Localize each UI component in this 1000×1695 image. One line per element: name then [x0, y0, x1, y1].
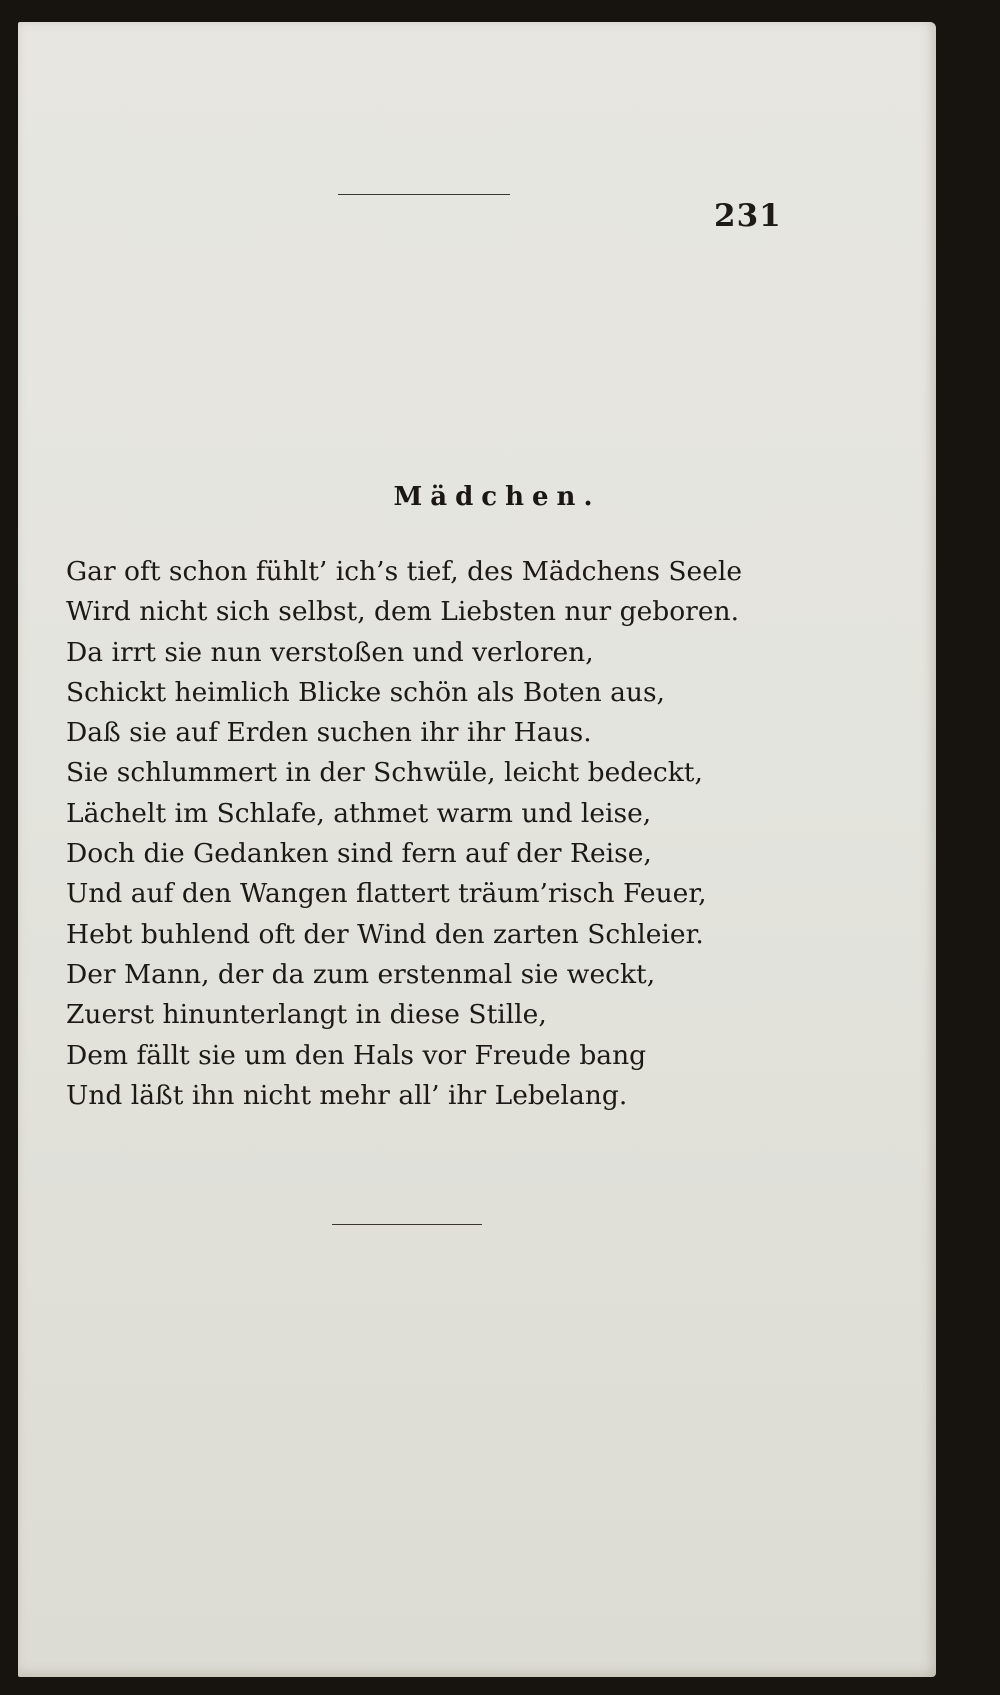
poem-line: Zuerst hinunterlangt in diese Stille,	[66, 999, 547, 1031]
poem-body	[66, 552, 826, 1116]
poem-line: Daß sie auf Erden suchen ihr ihr Haus.	[66, 717, 592, 749]
book-page	[18, 22, 936, 1677]
footer-rule	[332, 1224, 482, 1225]
poem-line: Hebt buhlend oft der Wind den zarten Schleier.	[66, 918, 704, 950]
poem-line: Sie schlummert in der Schwüle, leicht bedeckt,	[66, 757, 703, 789]
page-number: 231	[714, 198, 782, 234]
poem-line: Schickt heimlich Blicke schön als Boten aus,	[66, 676, 665, 708]
poem-line: Und läßt ihn nicht mehr all’ ihr Lebelang.	[66, 1079, 628, 1111]
poem-line: Doch die Gedanken sind fern auf der Reise,	[66, 838, 652, 870]
poem-line: Gar oft schon fühlt’ ich’s tief, des Mädchens Seele	[66, 556, 743, 587]
poem-line: Der Mann, der da zum erstenmal sie weckt,	[66, 958, 656, 990]
poem-title: Mädchen.	[393, 482, 601, 512]
poem-line: Und auf den Wangen flattert träum’risch Feuer,	[66, 878, 707, 910]
poem-line: Da irrt sie nun verstoßen und verloren,	[66, 636, 594, 668]
poem-line: Wird nicht sich selbst, dem Liebsten nur geboren.	[66, 596, 740, 628]
poem-line: Lächelt im Schlafe, athmet warm und leise,	[66, 797, 652, 829]
poem-line: Dem fällt sie um den Hals vor Freude bang	[66, 1039, 647, 1071]
header-rule	[338, 194, 510, 195]
